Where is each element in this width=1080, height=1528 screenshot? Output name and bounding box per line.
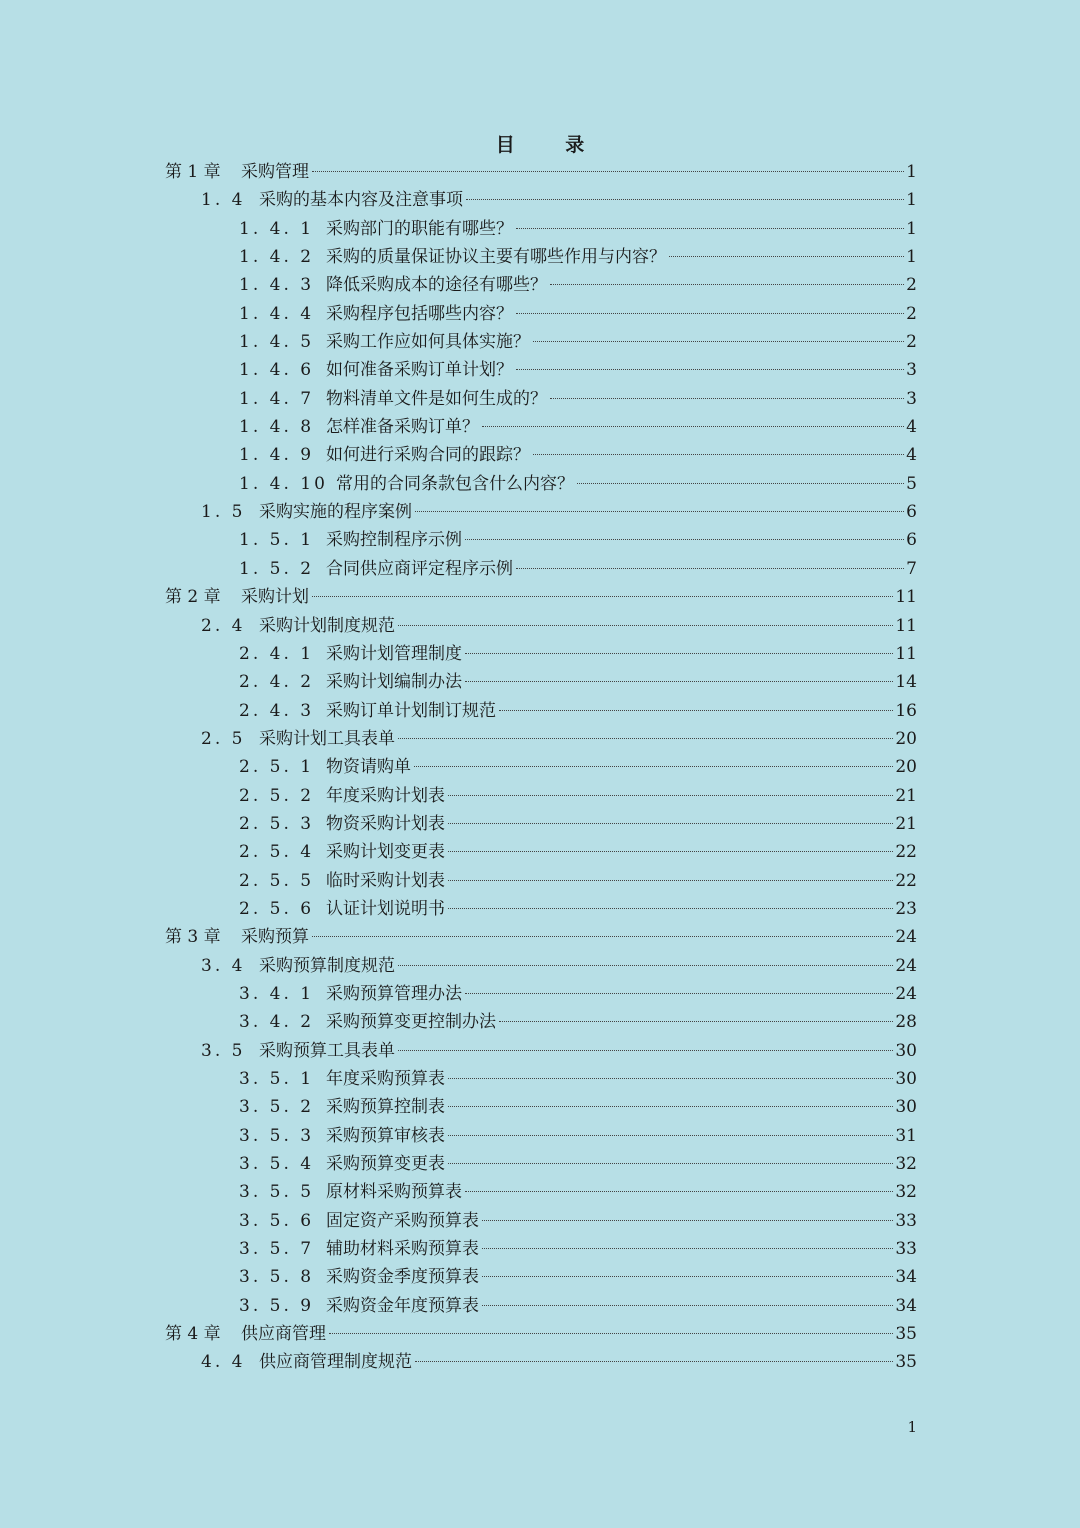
toc-entry[interactable]: [165, 1207, 917, 1235]
toc-entry-number: 3. 4. 1: [239, 983, 315, 1004]
toc-entry-page: 6: [906, 530, 917, 551]
toc-entry-number: 3. 5. 4: [239, 1154, 315, 1175]
toc-entry[interactable]: [165, 725, 917, 753]
toc-entry[interactable]: [165, 640, 917, 668]
toc-entry[interactable]: [165, 583, 917, 611]
toc-entry-title: 采购预算: [241, 927, 309, 948]
dot-leader: [482, 1276, 893, 1277]
toc-entry-number: 2. 5. 4: [239, 842, 315, 863]
toc-entry[interactable]: [165, 1008, 917, 1036]
toc-entry-number: 3. 4. 2: [239, 1012, 315, 1033]
toc-entry[interactable]: [165, 498, 917, 526]
toc-title: 目 录: [495, 134, 607, 156]
toc-entry[interactable]: [165, 1150, 917, 1178]
toc-entry-number: 3. 5. 2: [239, 1097, 315, 1118]
toc-entry[interactable]: [165, 243, 917, 271]
toc-entry[interactable]: [165, 526, 917, 554]
toc-entry-page: 23: [895, 898, 917, 919]
toc-entry-number: 第 1 章: [165, 162, 221, 182]
dot-leader: [516, 568, 904, 569]
toc-entry[interactable]: [165, 980, 917, 1008]
dot-leader: [448, 908, 893, 909]
dot-leader: [499, 1021, 893, 1022]
dot-leader: [533, 341, 904, 342]
table-of-contents: [165, 158, 917, 1377]
dot-leader: [414, 766, 893, 767]
toc-entry[interactable]: [165, 867, 917, 895]
toc-entry-page: 3: [906, 360, 917, 381]
dot-leader: [550, 398, 904, 399]
dot-leader: [482, 1220, 893, 1221]
dot-leader: [448, 880, 893, 881]
toc-entry-page: 14: [895, 672, 917, 693]
toc-entry-page: 2: [906, 275, 917, 296]
dot-leader: [448, 795, 893, 796]
toc-entry-number: 2. 4. 3: [239, 700, 315, 721]
toc-entry-title: 物料清单文件是如何生成的？: [326, 388, 547, 409]
toc-entry-page: 21: [895, 785, 917, 806]
toc-entry[interactable]: [165, 1235, 917, 1263]
toc-entry-page: 31: [895, 1125, 917, 1146]
toc-entry[interactable]: [165, 697, 917, 725]
toc-entry-number: 1. 4. 5: [239, 332, 315, 353]
toc-entry-number: 2. 4. 2: [239, 672, 315, 693]
toc-entry-title: 采购计划管理制度: [326, 643, 462, 664]
toc-entry-title: 合同供应商评定程序示例: [326, 558, 513, 579]
toc-entry[interactable]: [165, 1178, 917, 1206]
toc-entry-number: 1. 4. 2: [239, 247, 315, 268]
dot-leader: [398, 738, 893, 739]
toc-entry-number: 1. 4. 6: [239, 360, 315, 381]
toc-entry[interactable]: [165, 186, 917, 214]
toc-entry-page: 30: [895, 1040, 917, 1061]
toc-entry-page: 11: [895, 587, 917, 608]
dot-leader: [499, 710, 893, 711]
toc-entry-title: 采购计划制度规范: [259, 615, 395, 636]
toc-entry-title: 采购管理: [241, 162, 309, 182]
toc-entry-page: 28: [895, 1012, 917, 1033]
toc-entry-number: 3. 5. 7: [239, 1239, 315, 1260]
dot-leader: [465, 1191, 893, 1192]
toc-entry[interactable]: [165, 612, 917, 640]
toc-entry-title: 采购工作应如何具体实施？: [326, 332, 530, 353]
toc-entry-title: 采购的质量保证协议主要有哪些作用与内容？: [326, 247, 666, 268]
toc-entry-title: 降低采购成本的途径有哪些？: [326, 275, 547, 296]
toc-entry-title: 采购预算制度规范: [259, 955, 395, 976]
toc-entry-number: 第 2 章: [165, 587, 221, 608]
toc-entry[interactable]: [165, 555, 917, 583]
toc-entry-page: 11: [895, 643, 917, 664]
toc-entry-title: 采购预算控制表: [326, 1097, 445, 1118]
toc-entry[interactable]: [165, 753, 917, 781]
toc-entry[interactable]: [165, 1320, 917, 1348]
dot-leader: [516, 228, 904, 229]
toc-entry[interactable]: [165, 300, 917, 328]
toc-entry-page: 21: [895, 813, 917, 834]
toc-entry-title: 采购预算管理办法: [326, 983, 462, 1004]
toc-entry-page: 33: [895, 1239, 917, 1260]
dot-leader: [577, 483, 904, 484]
toc-entry-page: 16: [895, 700, 917, 721]
toc-entry-number: 3. 4: [201, 955, 246, 976]
toc-entry[interactable]: [165, 356, 917, 384]
toc-entry-page: 34: [895, 1267, 917, 1288]
dot-leader: [398, 625, 893, 626]
dot-leader: [482, 1305, 893, 1306]
toc-entry-page: 24: [895, 983, 917, 1004]
toc-entry-title: 辅助材料采购预算表: [326, 1239, 479, 1260]
toc-entry-title: 采购部门的职能有哪些？: [326, 218, 513, 239]
dot-leader: [398, 965, 893, 966]
toc-entry[interactable]: [165, 1292, 917, 1320]
toc-entry-number: 1. 4. 9: [239, 445, 315, 466]
toc-entry-number: 3. 5. 1: [239, 1069, 315, 1089]
toc-entry-page: 20: [895, 728, 917, 749]
dot-leader: [465, 539, 904, 540]
toc-entry-title: 采购实施的程序案例: [259, 502, 412, 523]
toc-entry[interactable]: [165, 271, 917, 299]
dot-leader: [448, 1163, 893, 1164]
dot-leader: [516, 313, 904, 314]
dot-leader: [465, 653, 893, 654]
toc-entry-page: 30: [895, 1069, 917, 1089]
toc-entry-title: 固定资产采购预算表: [326, 1210, 479, 1231]
toc-entry-page: 1: [906, 190, 917, 211]
dot-leader: [398, 1050, 893, 1051]
dot-leader: [448, 851, 893, 852]
toc-entry-number: 1. 5. 2: [239, 558, 315, 579]
toc-entry[interactable]: [165, 810, 917, 838]
toc-entry-number: 1. 5: [201, 502, 246, 523]
toc-entry[interactable]: [165, 668, 917, 696]
toc-entry-title: 采购控制程序示例: [326, 530, 462, 551]
toc-entry[interactable]: [165, 1122, 917, 1150]
toc-entry-title: 供应商管理: [241, 1324, 326, 1345]
toc-entry-title: 年度采购预算表: [326, 1069, 445, 1089]
toc-entry-page: 34: [895, 1295, 917, 1316]
toc-entry-title: 如何进行采购合同的跟踪？: [326, 445, 530, 466]
toc-entry-page: 32: [895, 1154, 917, 1175]
dot-leader: [465, 681, 893, 682]
toc-entry-page: 1: [906, 218, 917, 239]
toc-entry-title: 采购计划工具表单: [259, 728, 395, 749]
toc-entry-title: 采购预算变更表: [326, 1154, 445, 1175]
toc-entry-title: 采购订单计划制订规范: [326, 700, 496, 721]
toc-entry-page: 5: [906, 473, 917, 494]
toc-entry[interactable]: [165, 1093, 917, 1121]
toc-entry-page: 22: [895, 842, 917, 863]
toc-entry-title: 怎样准备采购订单？: [326, 417, 479, 438]
dot-leader: [550, 284, 904, 285]
toc-entry-number: 3. 5. 6: [239, 1210, 315, 1231]
dot-leader: [448, 1078, 893, 1079]
toc-entry[interactable]: [165, 470, 917, 498]
toc-entry-title: 物资请购单: [326, 757, 411, 778]
toc-entry-title: 采购计划: [241, 587, 309, 608]
toc-entry[interactable]: [165, 1263, 917, 1291]
toc-entry-page: 11: [895, 615, 917, 636]
toc-entry[interactable]: [165, 895, 917, 923]
toc-entry-title: 采购预算变更控制办法: [326, 1012, 496, 1033]
dot-leader: [448, 823, 893, 824]
toc-entry-title: 采购资金季度预算表: [326, 1267, 479, 1288]
toc-entry-title: 年度采购计划表: [326, 785, 445, 806]
toc-entry-number: 1. 5. 1: [239, 530, 315, 551]
toc-entry-page: 24: [895, 927, 917, 948]
toc-entry-title: 供应商管理制度规范: [259, 1352, 412, 1373]
toc-entry-title: 采购预算工具表单: [259, 1040, 395, 1061]
toc-entry-title: 如何准备采购订单计划？: [326, 360, 513, 381]
toc-entry-page: 4: [906, 445, 917, 466]
toc-entry-title: 采购的基本内容及注意事项: [259, 190, 463, 211]
toc-entry-page: 20: [895, 757, 917, 778]
page-number: 1: [907, 1418, 917, 1436]
toc-entry-title: 临时采购计划表: [326, 870, 445, 891]
toc-entry[interactable]: [165, 1037, 917, 1065]
toc-entry-page: 30: [895, 1097, 917, 1118]
toc-entry-number: 3. 5. 8: [239, 1267, 315, 1288]
dot-leader: [448, 1106, 893, 1107]
toc-entry[interactable]: [165, 1065, 917, 1093]
toc-entry-number: 2. 5. 2: [239, 785, 315, 806]
dot-leader: [312, 171, 904, 172]
toc-entry-page: 4: [906, 417, 917, 438]
toc-entry-title: 原材料采购预算表: [326, 1182, 462, 1203]
toc-entry-number: 2. 5. 1: [239, 757, 315, 778]
toc-entry-number: 1. 4. 7: [239, 388, 315, 409]
toc-entry-number: 3. 5. 9: [239, 1295, 315, 1316]
toc-entry[interactable]: [165, 328, 917, 356]
toc-entry-number: 1. 4. 4: [239, 303, 315, 324]
toc-entry-number: 3. 5. 3: [239, 1125, 315, 1146]
toc-entry-title: 常用的合同条款包含什么内容？: [336, 473, 574, 494]
toc-entry-page: 7: [906, 558, 917, 579]
toc-entry-page: 2: [906, 332, 917, 353]
dot-leader: [466, 199, 904, 200]
toc-entry-title: 认证计划说明书: [326, 898, 445, 919]
toc-entry[interactable]: [165, 215, 917, 243]
toc-entry-page: 35: [895, 1352, 917, 1373]
toc-entry-page: 24: [895, 955, 917, 976]
toc-entry-number: 1. 4. 8: [239, 417, 315, 438]
toc-entry[interactable]: [165, 923, 917, 951]
dot-leader: [415, 511, 904, 512]
dot-leader: [415, 1361, 893, 1362]
toc-entry-number: 2. 5. 6: [239, 898, 315, 919]
toc-entry-page: 22: [895, 870, 917, 891]
toc-entry-page: 32: [895, 1182, 917, 1203]
toc-entry-page: 2: [906, 303, 917, 324]
toc-entry-number: 2. 5: [201, 728, 246, 749]
toc-entry[interactable]: [165, 158, 917, 186]
dot-leader: [465, 993, 893, 994]
toc-entry-number: 第 4 章: [165, 1324, 221, 1345]
toc-entry-page: 3: [906, 388, 917, 409]
dot-leader: [669, 256, 904, 257]
dot-leader: [448, 1135, 893, 1136]
dot-leader: [312, 596, 893, 597]
toc-entry[interactable]: [165, 782, 917, 810]
toc-entry-number: 2. 5. 5: [239, 870, 315, 891]
dot-leader: [516, 369, 904, 370]
dot-leader: [329, 1333, 893, 1334]
toc-entry-title: 采购资金年度预算表: [326, 1295, 479, 1316]
toc-entry-page: 6: [906, 502, 917, 523]
toc-entry-number: 3. 5. 5: [239, 1182, 315, 1203]
toc-entry-number: 2. 4: [201, 615, 246, 636]
toc-entry-number: 1. 4. 1: [239, 218, 315, 239]
dot-leader: [533, 454, 904, 455]
toc-entry[interactable]: [165, 838, 917, 866]
toc-entry-number: 1. 4. 3: [239, 275, 315, 296]
toc-entry-title: 采购预算审核表: [326, 1125, 445, 1146]
toc-entry-page: 1: [906, 162, 917, 182]
toc-entry-number: 3. 5: [201, 1040, 246, 1061]
toc-entry-title: 物资采购计划表: [326, 813, 445, 834]
toc-entry-title: 采购程序包括哪些内容？: [326, 303, 513, 324]
toc-entry-number: 1. 4: [201, 190, 246, 211]
toc-entry-number: 4. 4: [201, 1352, 246, 1373]
toc-entry[interactable]: [165, 441, 917, 469]
toc-entry[interactable]: [165, 385, 917, 413]
dot-leader: [312, 936, 893, 937]
toc-entry-page: 1: [906, 247, 917, 268]
toc-entry-page: 35: [895, 1324, 917, 1345]
toc-entry-number: 1. 4. 10: [239, 473, 328, 494]
dot-leader: [482, 1248, 893, 1249]
dot-leader: [482, 426, 904, 427]
toc-entry[interactable]: [165, 413, 917, 441]
toc-entry-number: 第 3 章: [165, 927, 221, 948]
toc-entry-title: 采购计划变更表: [326, 842, 445, 863]
toc-entry[interactable]: [165, 952, 917, 980]
toc-entry-page: 33: [895, 1210, 917, 1231]
toc-entry-number: 2. 4. 1: [239, 643, 315, 664]
toc-entry-title: 采购计划编制办法: [326, 672, 462, 693]
toc-entry[interactable]: [165, 1348, 917, 1376]
toc-entry-number: 2. 5. 3: [239, 813, 315, 834]
